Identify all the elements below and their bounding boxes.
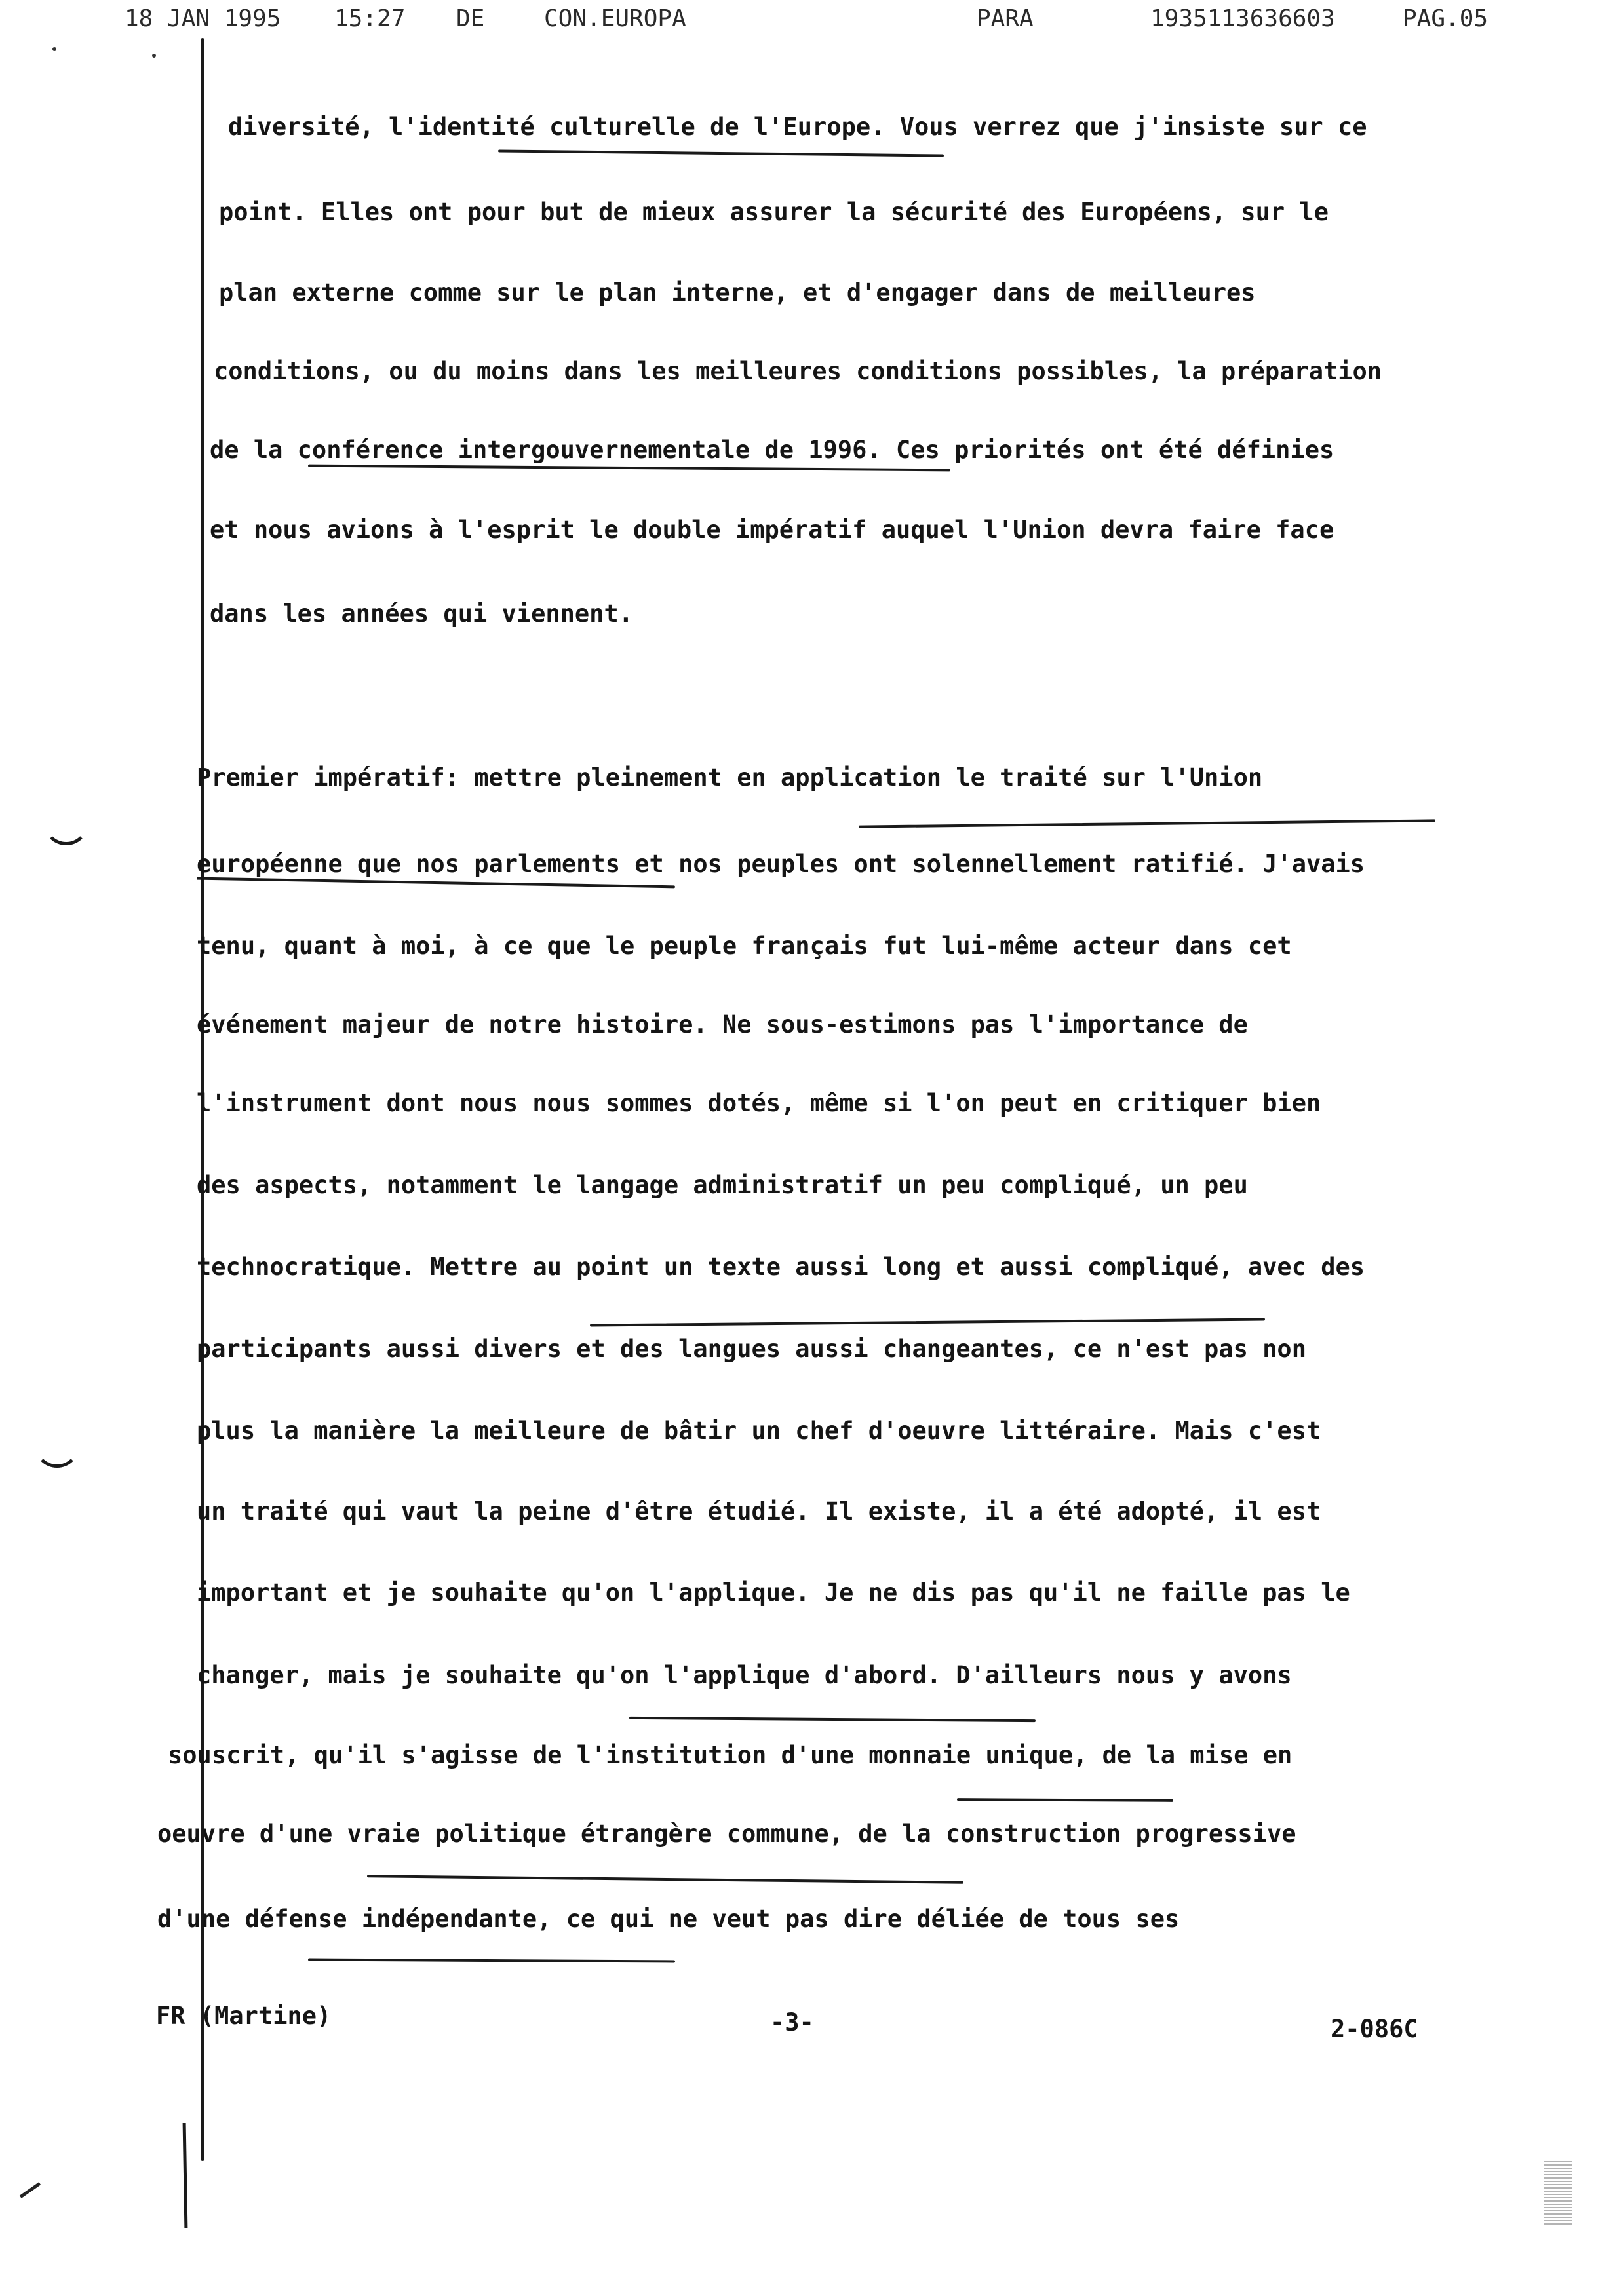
text-line: plus la manière la meilleure de bâtir un chef d'oeuvre littéraire. Mais c'est (197, 1417, 1321, 1445)
punch-hole-mark (34, 1435, 80, 1468)
underline-annotation (308, 465, 950, 472)
text-line: et nous avions à l'esprit le double impératif auquel l'Union devra faire face (210, 516, 1334, 544)
footer-author: FR (Martine) (156, 2002, 332, 2030)
text-line: Premier impératif: mettre pleinement en application le traité sur l'Union (197, 763, 1263, 792)
text-line: d'une défense indépendante, ce qui ne veut pas dire déliée de tous ses (157, 1905, 1180, 1933)
fax-time: 15:27 (334, 5, 406, 32)
underline-annotation (367, 1875, 963, 1884)
underline-annotation (629, 1717, 1036, 1722)
text-line: point. Elles ont pour but de mieux assurer la sécurité des Européens, sur le (219, 198, 1329, 226)
underline-annotation (197, 877, 675, 889)
underline-annotation (957, 1798, 1173, 1802)
text-line: diversité, l'identité culturelle de l'Europe. Vous verrez que j'insiste sur ce (228, 113, 1367, 141)
text-line: changer, mais je souhaite qu'on l'applique d'abord. D'ailleurs nous y avons (197, 1661, 1292, 1689)
text-line: un traité qui vaut la peine d'être étudié. Il existe, il a été adopté, il est (197, 1497, 1321, 1525)
text-line: européenne que nos parlements et nos peuples ont solennellement ratifié. J'avais (197, 850, 1365, 878)
text-line: participants aussi divers et des langues aussi changeantes, ce n'est pas non (197, 1335, 1306, 1363)
text-line: oeuvre d'une vraie politique étrangère commune, de la construction progressive (157, 1820, 1296, 1848)
footer-page-number: -3- (770, 2008, 814, 2037)
punch-hole-mark (43, 813, 89, 845)
margin-line-lower (183, 2123, 188, 2228)
text-line: conditions, ou du moins dans les meilleures conditions possibles, la préparation (214, 357, 1382, 385)
fax-header (125, 5, 1580, 45)
fax-from-label: DE (456, 5, 485, 32)
text-line: l'instrument dont nous nous sommes dotés, même si l'on peut en critiquer bien (197, 1089, 1321, 1117)
scan-dot (52, 47, 56, 51)
text-line: technocratique. Mettre au point un texte aussi long et aussi compliqué, avec des (197, 1253, 1365, 1281)
underline-annotation (590, 1318, 1265, 1327)
fax-to-label: PARA (977, 5, 1034, 32)
scan-stroke (20, 2182, 41, 2198)
text-line: important et je souhaite qu'on l'applique. Je ne dis pas qu'il ne faille pas le (197, 1578, 1350, 1607)
underline-annotation (498, 149, 944, 157)
text-line: tenu, quant à moi, à ce que le peuple français fut lui-même acteur dans cet (197, 932, 1292, 960)
text-line: dans les années qui viennent. (210, 600, 634, 628)
text-line: événement majeur de notre histoire. Ne sous-estimons pas l'importance de (197, 1010, 1248, 1039)
text-line: souscrit, qu'il s'agisse de l'institution d'une monnaie unique, de la mise en (168, 1741, 1293, 1769)
scan-noise (1544, 2159, 1572, 2225)
text-line: plan externe comme sur le plan interne, et d'engager dans de meilleures (219, 278, 1256, 307)
text-line: de la conférence intergouvernementale de 1996. Ces priorités ont été définies (210, 436, 1334, 464)
fax-page: PAG.05 (1403, 5, 1489, 32)
fax-sender: CON.EUROPA (544, 5, 686, 32)
underline-annotation (308, 1959, 675, 1963)
fax-number: 1935113636603 (1150, 5, 1335, 32)
scan-dot (152, 54, 156, 58)
underline-annotation (859, 819, 1435, 828)
fax-date: 18 JAN 1995 (125, 5, 281, 32)
text-line: des aspects, notamment le langage administratif un peu compliqué, un peu (197, 1171, 1248, 1199)
footer-code: 2-086C (1331, 2015, 1418, 2043)
